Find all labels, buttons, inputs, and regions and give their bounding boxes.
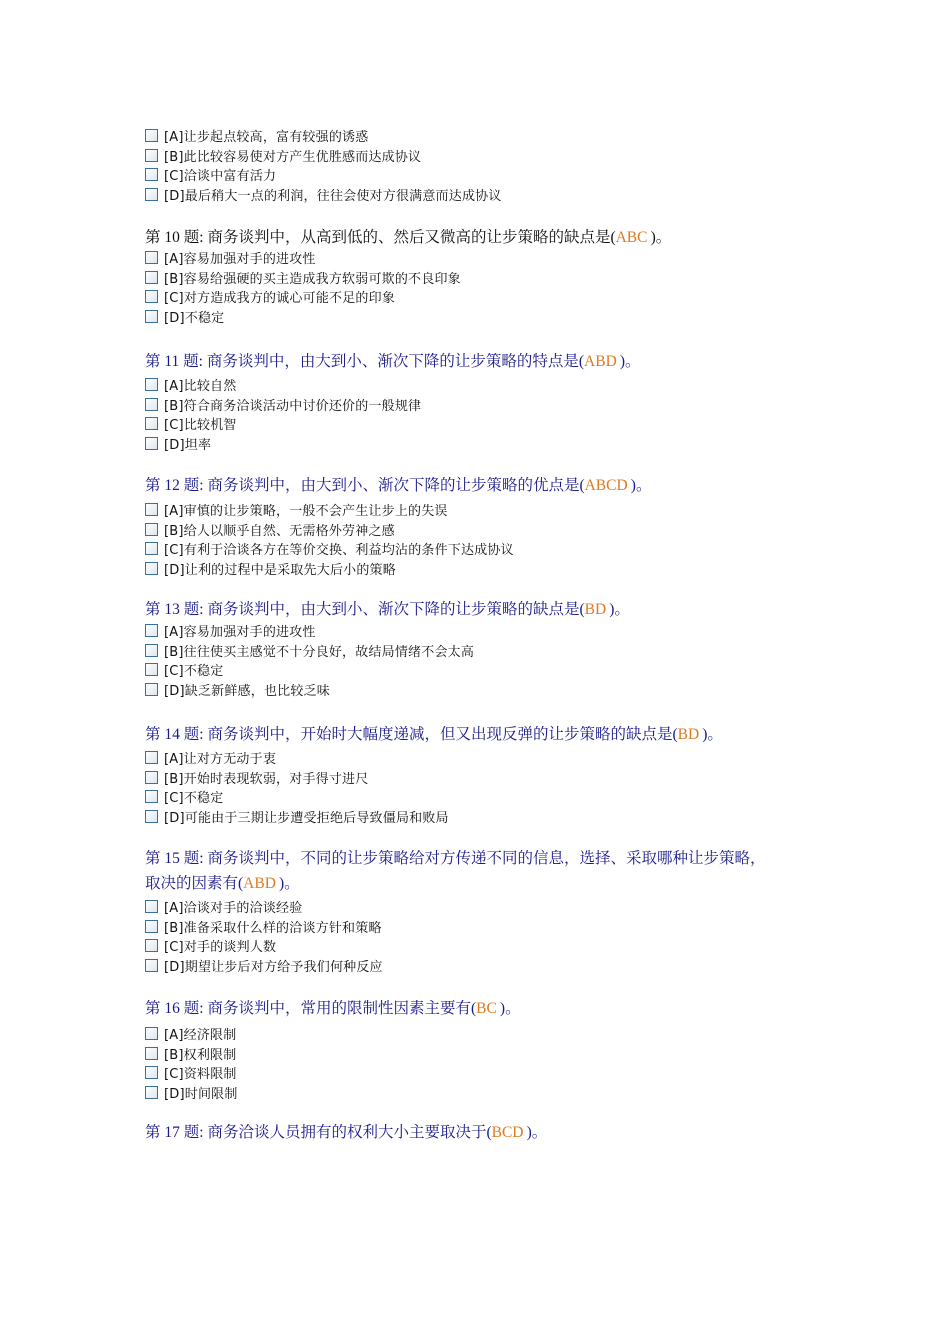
checkbox[interactable] <box>145 503 158 516</box>
answer: ABD <box>243 875 276 892</box>
question-text-continued: 取决的因素有( <box>145 875 244 892</box>
checkbox[interactable] <box>145 959 158 972</box>
q15-question <box>145 846 765 896</box>
question-number: 第 14 题: <box>145 726 204 743</box>
checkbox[interactable] <box>145 188 158 201</box>
q14-option-a[interactable] <box>145 748 449 768</box>
question-line-1 <box>145 846 765 871</box>
checkbox[interactable] <box>145 751 158 764</box>
q14-options <box>145 748 449 826</box>
checkbox[interactable] <box>145 939 158 952</box>
option-label: [B]符合商务洽谈活动中讨价还价的一般规律 <box>164 398 422 414</box>
question-number: 第 17 题: <box>145 1124 204 1141</box>
checkbox[interactable] <box>145 378 158 391</box>
question-close: )。 <box>650 229 672 246</box>
q12-option-c[interactable] <box>145 539 514 559</box>
question-close: )。 <box>609 601 630 618</box>
checkbox[interactable] <box>145 437 158 450</box>
q15-option-c[interactable] <box>145 936 383 956</box>
option-label: [D]缺乏新鲜感，也比较乏味 <box>164 683 330 699</box>
option-label: [C]对手的谈判人数 <box>164 940 277 956</box>
q10-option-b[interactable] <box>145 268 461 288</box>
question-number: 第 12 题: <box>145 477 204 494</box>
option-label: [C]不稳定 <box>164 791 224 807</box>
q15-option-b[interactable] <box>145 917 383 937</box>
question-text: 商务谈判中，由大到小、渐次下降的让步策略的优点是( <box>207 477 585 494</box>
question-close: )。 <box>499 1000 521 1017</box>
q11-options <box>145 375 421 453</box>
checkbox[interactable] <box>145 168 158 181</box>
q16-option-c[interactable] <box>145 1063 238 1083</box>
question-close: )。 <box>279 875 300 892</box>
option-label: [D]让利的过程中是采取先大后小的策略 <box>164 562 396 578</box>
q14-option-b[interactable] <box>145 768 449 788</box>
q13-option-b[interactable] <box>145 641 474 661</box>
q13-options <box>145 621 474 699</box>
checkbox[interactable] <box>145 624 158 637</box>
checkbox[interactable] <box>145 1047 158 1060</box>
q9-options <box>145 126 502 204</box>
option-label: [D]可能由于三期让步遭受拒绝后导致僵局和败局 <box>164 810 449 826</box>
question-close: )。 <box>702 726 723 743</box>
question-line-2 <box>145 871 765 896</box>
q10-question <box>145 225 671 250</box>
answer: BD <box>584 601 607 618</box>
option-label: [B]开始时表现软弱，对手得寸进尺 <box>164 771 369 787</box>
question-text: 商务谈判中，开始时大幅度递减，但又出现反弹的让步策略的缺点是( <box>207 726 678 743</box>
q12-option-b[interactable] <box>145 520 514 540</box>
checkbox[interactable] <box>145 562 158 575</box>
q10-option-d[interactable] <box>145 307 461 327</box>
option-label: [B]给人以顺乎自然、无需格外劳神之感 <box>164 523 395 539</box>
checkbox[interactable] <box>145 398 158 411</box>
checkbox[interactable] <box>145 149 158 162</box>
checkbox[interactable] <box>145 900 158 913</box>
option-label: [C]资料限制 <box>164 1067 237 1083</box>
q11-question <box>145 349 641 374</box>
question-text: 商务谈判中，不同的让步策略给对方传递不同的信息，选择、采取哪种让步策略， <box>207 850 766 867</box>
q14-question <box>145 722 723 747</box>
option-label: [A]让对方无动于衷 <box>164 752 277 768</box>
option-label: [C]对方造成我方的诚心可能不足的印象 <box>164 291 396 307</box>
q14-option-c[interactable] <box>145 787 449 807</box>
answer: BC <box>476 1000 497 1017</box>
q17-question <box>145 1120 547 1145</box>
q10-option-c[interactable] <box>145 287 461 307</box>
option-label: [D]不稳定 <box>164 310 225 326</box>
q13-option-c[interactable] <box>145 660 474 680</box>
option-label: [D]期望让步后对方给予我们何种反应 <box>164 959 383 975</box>
question-number: 第 15 题: <box>145 850 204 867</box>
question-text: 商务谈判中，由大到小、渐次下降的让步策略的缺点是( <box>207 601 585 618</box>
q13-option-d[interactable] <box>145 680 474 700</box>
option-label: [A]容易加强对手的进攻性 <box>164 252 316 268</box>
option-label: [D]时间限制 <box>164 1086 238 1102</box>
q12-option-a[interactable] <box>145 500 514 520</box>
q16-option-d[interactable] <box>145 1083 238 1103</box>
option-label: [C]不稳定 <box>164 664 224 680</box>
option-label: [A]经济限制 <box>164 1028 237 1044</box>
q9-option-b[interactable] <box>145 146 502 166</box>
q13-option-a[interactable] <box>145 621 474 641</box>
option-label: [A]比较自然 <box>164 379 237 395</box>
option-label: [B]往往使买主感觉不十分良好，故结局情绪不会太高 <box>164 644 475 660</box>
q12-option-d[interactable] <box>145 559 514 579</box>
q11-option-c[interactable] <box>145 414 421 434</box>
checkbox[interactable] <box>145 1066 158 1079</box>
question-close: )。 <box>619 353 641 370</box>
checkbox[interactable] <box>145 251 158 264</box>
checkbox[interactable] <box>145 790 158 803</box>
q9-option-c[interactable] <box>145 165 502 185</box>
option-label: [D]最后稍大一点的利润，往往会使对方很满意而达成协议 <box>164 188 502 204</box>
answer: BCD <box>491 1124 524 1141</box>
option-label: [C]有利于洽谈各方在等价交换、利益均沾的条件下达成协议 <box>164 543 514 559</box>
q10-options <box>145 248 461 326</box>
q11-option-d[interactable] <box>145 434 421 454</box>
option-label: [A]洽谈对手的洽谈经验 <box>164 901 303 917</box>
question-number: 第 13 题: <box>145 601 204 618</box>
checkbox[interactable] <box>145 523 158 536</box>
option-label: [A]容易加强对手的进攻性 <box>164 625 316 641</box>
checkbox[interactable] <box>145 129 158 142</box>
option-label: [C]洽谈中富有活力 <box>164 169 277 185</box>
q9-option-d[interactable] <box>145 185 502 205</box>
answer: ABCD <box>584 477 628 494</box>
q14-option-d[interactable] <box>145 807 449 827</box>
option-label: [B]此比较容易使对方产生优胜感而达成协议 <box>164 149 422 165</box>
q13-question <box>145 597 630 622</box>
question-number: 第 16 题: <box>145 1000 204 1017</box>
question-number: 第 11 题: <box>145 353 203 370</box>
question-text: 商务谈判中，由大到小、渐次下降的让步策略的特点是( <box>206 353 585 370</box>
option-label: [C]比较机智 <box>164 418 237 434</box>
question-text: 商务谈判中，常用的限制性因素主要有( <box>207 1000 477 1017</box>
checkbox[interactable] <box>145 290 158 303</box>
option-label: [A]让步起点较高，富有较强的诱惑 <box>164 130 369 146</box>
q10-option-a[interactable] <box>145 248 461 268</box>
option-label: [A]审慎的让步策略，一般不会产生让步上的失误 <box>164 504 448 520</box>
checkbox[interactable] <box>145 810 158 823</box>
checkbox[interactable] <box>145 1086 158 1099</box>
answer: BD <box>677 726 700 743</box>
q9-option-a[interactable] <box>145 126 502 146</box>
answer: ABC <box>615 229 648 246</box>
question-close: )。 <box>630 477 652 494</box>
checkbox[interactable] <box>145 542 158 555</box>
checkbox[interactable] <box>145 920 158 933</box>
checkbox[interactable] <box>145 663 158 676</box>
q16-question <box>145 996 521 1021</box>
checkbox[interactable] <box>145 417 158 430</box>
q11-option-b[interactable] <box>145 395 421 415</box>
checkbox[interactable] <box>145 771 158 784</box>
checkbox[interactable] <box>145 310 158 323</box>
checkbox[interactable] <box>145 1027 158 1040</box>
q11-option-a[interactable] <box>145 375 421 395</box>
q15-option-a[interactable] <box>145 897 383 917</box>
q15-option-d[interactable] <box>145 956 383 976</box>
checkbox[interactable] <box>145 683 158 696</box>
answer: ABD <box>584 353 617 370</box>
question-close: )。 <box>526 1124 548 1141</box>
q16-option-b[interactable] <box>145 1044 238 1064</box>
option-label: [D]坦率 <box>164 437 212 453</box>
q16-option-a[interactable] <box>145 1024 238 1044</box>
q12-question <box>145 473 651 498</box>
question-text: 商务谈判中，从高到低的、然后又微高的让步策略的缺点是( <box>207 229 616 246</box>
checkbox[interactable] <box>145 644 158 657</box>
q15-options <box>145 897 383 975</box>
option-label: [B]容易给强硬的买主造成我方软弱可欺的不良印象 <box>164 271 461 287</box>
q12-options <box>145 500 514 578</box>
checkbox[interactable] <box>145 271 158 284</box>
question-text: 商务洽谈人员拥有的权利大小主要取决于( <box>207 1124 492 1141</box>
option-label: [B]权利限制 <box>164 1047 237 1063</box>
question-number: 第 10 题: <box>145 229 204 246</box>
q16-options <box>145 1024 238 1102</box>
option-label: [B]准备采取什么样的洽谈方针和策略 <box>164 920 382 936</box>
